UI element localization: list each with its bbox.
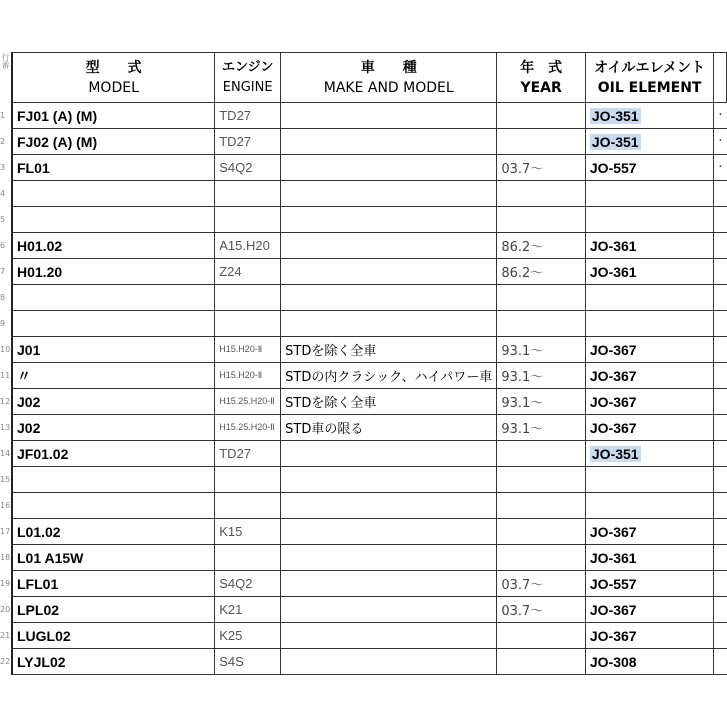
year-cell	[497, 467, 586, 493]
table-row	[0, 519, 727, 545]
extra-cell: ·	[714, 129, 727, 155]
table-row	[0, 363, 727, 389]
year-cell: 93.1～	[497, 389, 586, 415]
extra-cell	[714, 545, 727, 571]
engine-cell: TD27	[215, 129, 281, 155]
row-number: 21	[0, 623, 12, 649]
table-row	[0, 493, 727, 519]
model-cell: FL01	[12, 155, 215, 181]
extra-cell	[714, 415, 727, 441]
year-cell	[497, 181, 586, 207]
engine-cell: A15.H20	[215, 233, 281, 259]
engine-cell	[215, 311, 281, 337]
model-cell: L01.02	[12, 519, 215, 545]
oil-element-cell: JO-361	[585, 233, 713, 259]
model-cell: LFL01	[12, 571, 215, 597]
year-cell: 93.1～	[497, 415, 586, 441]
header-oil-en: OIL ELEMENT	[597, 79, 702, 96]
header-engine	[215, 53, 281, 103]
make-cell	[281, 259, 497, 285]
engine-cell: TD27	[215, 103, 281, 129]
year-cell: 86.2～	[497, 233, 586, 259]
row-number: 17	[0, 519, 12, 545]
model-cell	[12, 285, 215, 311]
table-row	[0, 623, 727, 649]
extra-cell	[714, 441, 727, 467]
make-cell: STD車の限る	[281, 415, 497, 441]
row-number: 11	[0, 363, 12, 389]
oil-element-cell: JO-557	[585, 571, 713, 597]
oil-element-cell	[585, 207, 713, 233]
engine-cell: TD27	[215, 441, 281, 467]
model-cell	[12, 467, 215, 493]
oil-element-cell	[585, 467, 713, 493]
oil-element-cell: JO-367	[585, 337, 713, 363]
engine-cell: H15.25.H20-Ⅱ	[215, 415, 281, 441]
model-cell: LPL02	[12, 597, 215, 623]
make-cell	[281, 545, 497, 571]
table-row	[0, 103, 727, 129]
extra-cell	[714, 233, 727, 259]
model-cell	[12, 207, 215, 233]
engine-cell	[215, 467, 281, 493]
year-cell	[497, 649, 586, 675]
engine-cell: H15.25.H20-Ⅱ	[215, 389, 281, 415]
make-cell: STDの内クラシック、ハイパワー車	[281, 363, 497, 389]
table-row	[0, 259, 727, 285]
engine-cell	[215, 181, 281, 207]
row-number: 19	[0, 571, 12, 597]
make-cell: STDを除く全車	[281, 337, 497, 363]
row-number: 16	[0, 493, 12, 519]
year-cell: 03.7～	[497, 571, 586, 597]
model-cell: J02	[12, 415, 215, 441]
table-row	[0, 337, 727, 363]
oil-element-cell: JO-308	[585, 649, 713, 675]
header-model-en: MODEL	[88, 79, 139, 96]
header-oil-jp: オイルエレメント	[594, 59, 706, 76]
model-cell	[12, 311, 215, 337]
oil-element-cell: JO-367	[585, 415, 713, 441]
engine-cell: S4Q2	[215, 571, 281, 597]
table-row	[0, 311, 727, 337]
header-engine-jp: エンジン	[222, 59, 274, 75]
year-cell	[497, 103, 586, 129]
header-year	[497, 53, 586, 103]
make-cell	[281, 311, 497, 337]
table-row	[0, 389, 727, 415]
engine-cell: H15.H20-Ⅱ	[215, 337, 281, 363]
row-number: 8	[0, 285, 12, 311]
make-cell	[281, 467, 497, 493]
header-row	[0, 53, 727, 103]
extra-cell	[714, 389, 727, 415]
header-model	[12, 53, 215, 103]
oil-element-cell: JO-557	[585, 155, 713, 181]
table-row	[0, 545, 727, 571]
model-cell: H01.02	[12, 233, 215, 259]
extra-cell	[714, 259, 727, 285]
row-number: 13	[0, 415, 12, 441]
make-cell	[281, 181, 497, 207]
row-number: 2	[0, 129, 12, 155]
header-year-en: YEAR	[520, 79, 562, 96]
engine-cell: K15	[215, 519, 281, 545]
model-cell: FJ02 (A) (M)	[12, 129, 215, 155]
engine-cell: S4S	[215, 649, 281, 675]
model-cell: L01 A15W	[12, 545, 215, 571]
oil-element-cell	[585, 285, 713, 311]
engine-cell	[215, 207, 281, 233]
extra-cell	[714, 571, 727, 597]
oil-element-cell: JO-367	[585, 363, 713, 389]
year-cell: 93.1～	[497, 363, 586, 389]
highlighted-part-number: JO-351	[591, 107, 639, 124]
extra-cell: ·	[714, 155, 727, 181]
highlighted-part-number: JO-351	[591, 445, 639, 462]
header-make-jp: 車 種	[360, 59, 417, 76]
header-model-jp: 型 式	[85, 59, 142, 76]
engine-cell: K25	[215, 623, 281, 649]
row-number: 9	[0, 311, 12, 337]
model-cell: 〃	[12, 363, 215, 389]
extra-cell	[714, 363, 727, 389]
row-number: 15	[0, 467, 12, 493]
model-cell: J01	[12, 337, 215, 363]
engine-cell: S4Q2	[215, 155, 281, 181]
extra-cell	[714, 623, 727, 649]
row-number: 22	[0, 649, 12, 675]
year-cell	[497, 311, 586, 337]
make-cell	[281, 233, 497, 259]
make-cell	[281, 623, 497, 649]
table-row	[0, 233, 727, 259]
oil-element-cell: JO-361	[585, 545, 713, 571]
model-cell	[12, 181, 215, 207]
table-row	[0, 207, 727, 233]
make-cell	[281, 285, 497, 311]
model-cell: J02	[12, 389, 215, 415]
row-number: 20	[0, 597, 12, 623]
extra-cell: ·	[714, 103, 727, 129]
extra-cell	[714, 207, 727, 233]
header-make-en: MAKE AND MODEL	[323, 79, 454, 96]
row-number: 12	[0, 389, 12, 415]
year-cell: 93.1～	[497, 337, 586, 363]
header-row-no: 行番	[0, 53, 12, 103]
table-row	[0, 571, 727, 597]
extra-cell	[714, 181, 727, 207]
extra-cell	[714, 649, 727, 675]
year-cell	[497, 129, 586, 155]
make-cell	[281, 155, 497, 181]
model-cell: H01.20	[12, 259, 215, 285]
oil-element-table	[0, 52, 727, 675]
row-number: 5	[0, 207, 12, 233]
oil-element-cell	[585, 103, 713, 129]
year-cell	[497, 519, 586, 545]
highlighted-part-number: JO-351	[591, 133, 639, 150]
extra-cell	[714, 519, 727, 545]
header-make	[281, 53, 497, 103]
year-cell	[497, 493, 586, 519]
header-oil	[585, 53, 713, 103]
row-number: 1	[0, 103, 12, 129]
row-number: 6	[0, 233, 12, 259]
year-cell	[497, 441, 586, 467]
row-number: 7	[0, 259, 12, 285]
oil-element-cell	[585, 441, 713, 467]
engine-cell	[215, 545, 281, 571]
engine-cell: K21	[215, 597, 281, 623]
oil-element-table-wrapper	[0, 52, 727, 675]
header-year-jp: 年 式	[520, 59, 563, 76]
row-number: 18	[0, 545, 12, 571]
table-row	[0, 597, 727, 623]
year-cell	[497, 285, 586, 311]
extra-cell	[714, 311, 727, 337]
model-cell: JF01.02	[12, 441, 215, 467]
make-cell	[281, 649, 497, 675]
extra-cell	[714, 597, 727, 623]
oil-element-cell: JO-367	[585, 597, 713, 623]
header-extra	[714, 53, 727, 103]
year-cell	[497, 545, 586, 571]
year-cell	[497, 623, 586, 649]
oil-element-cell: JO-367	[585, 623, 713, 649]
row-number: 14	[0, 441, 12, 467]
engine-cell	[215, 285, 281, 311]
table-row	[0, 467, 727, 493]
row-number: 10	[0, 337, 12, 363]
header-engine-en: ENGINE	[222, 79, 273, 95]
engine-cell	[215, 493, 281, 519]
make-cell	[281, 493, 497, 519]
extra-cell	[714, 285, 727, 311]
make-cell	[281, 519, 497, 545]
extra-cell	[714, 337, 727, 363]
make-cell	[281, 597, 497, 623]
table-row	[0, 155, 727, 181]
extra-cell	[714, 467, 727, 493]
table-row	[0, 649, 727, 675]
extra-cell	[714, 493, 727, 519]
make-cell	[281, 207, 497, 233]
model-cell: FJ01 (A) (M)	[12, 103, 215, 129]
oil-element-cell: JO-367	[585, 519, 713, 545]
oil-element-cell: JO-367	[585, 389, 713, 415]
table-row	[0, 181, 727, 207]
model-cell: LUGL02	[12, 623, 215, 649]
year-cell	[497, 207, 586, 233]
engine-cell: H15.H20-Ⅱ	[215, 363, 281, 389]
row-number: 4	[0, 181, 12, 207]
engine-cell: Z24	[215, 259, 281, 285]
year-cell: 03.7～	[497, 155, 586, 181]
oil-element-cell	[585, 181, 713, 207]
table-row	[0, 129, 727, 155]
row-number: 3	[0, 155, 12, 181]
year-cell: 03.7～	[497, 597, 586, 623]
table-row	[0, 441, 727, 467]
model-cell	[12, 493, 215, 519]
make-cell	[281, 103, 497, 129]
make-cell	[281, 129, 497, 155]
oil-element-cell: JO-361	[585, 259, 713, 285]
oil-element-cell	[585, 493, 713, 519]
model-cell: LYJL02	[12, 649, 215, 675]
oil-element-cell	[585, 311, 713, 337]
table-row	[0, 415, 727, 441]
oil-element-cell	[585, 129, 713, 155]
year-cell: 86.2～	[497, 259, 586, 285]
make-cell	[281, 571, 497, 597]
table-row	[0, 285, 727, 311]
make-cell	[281, 441, 497, 467]
make-cell: STDを除く全車	[281, 389, 497, 415]
